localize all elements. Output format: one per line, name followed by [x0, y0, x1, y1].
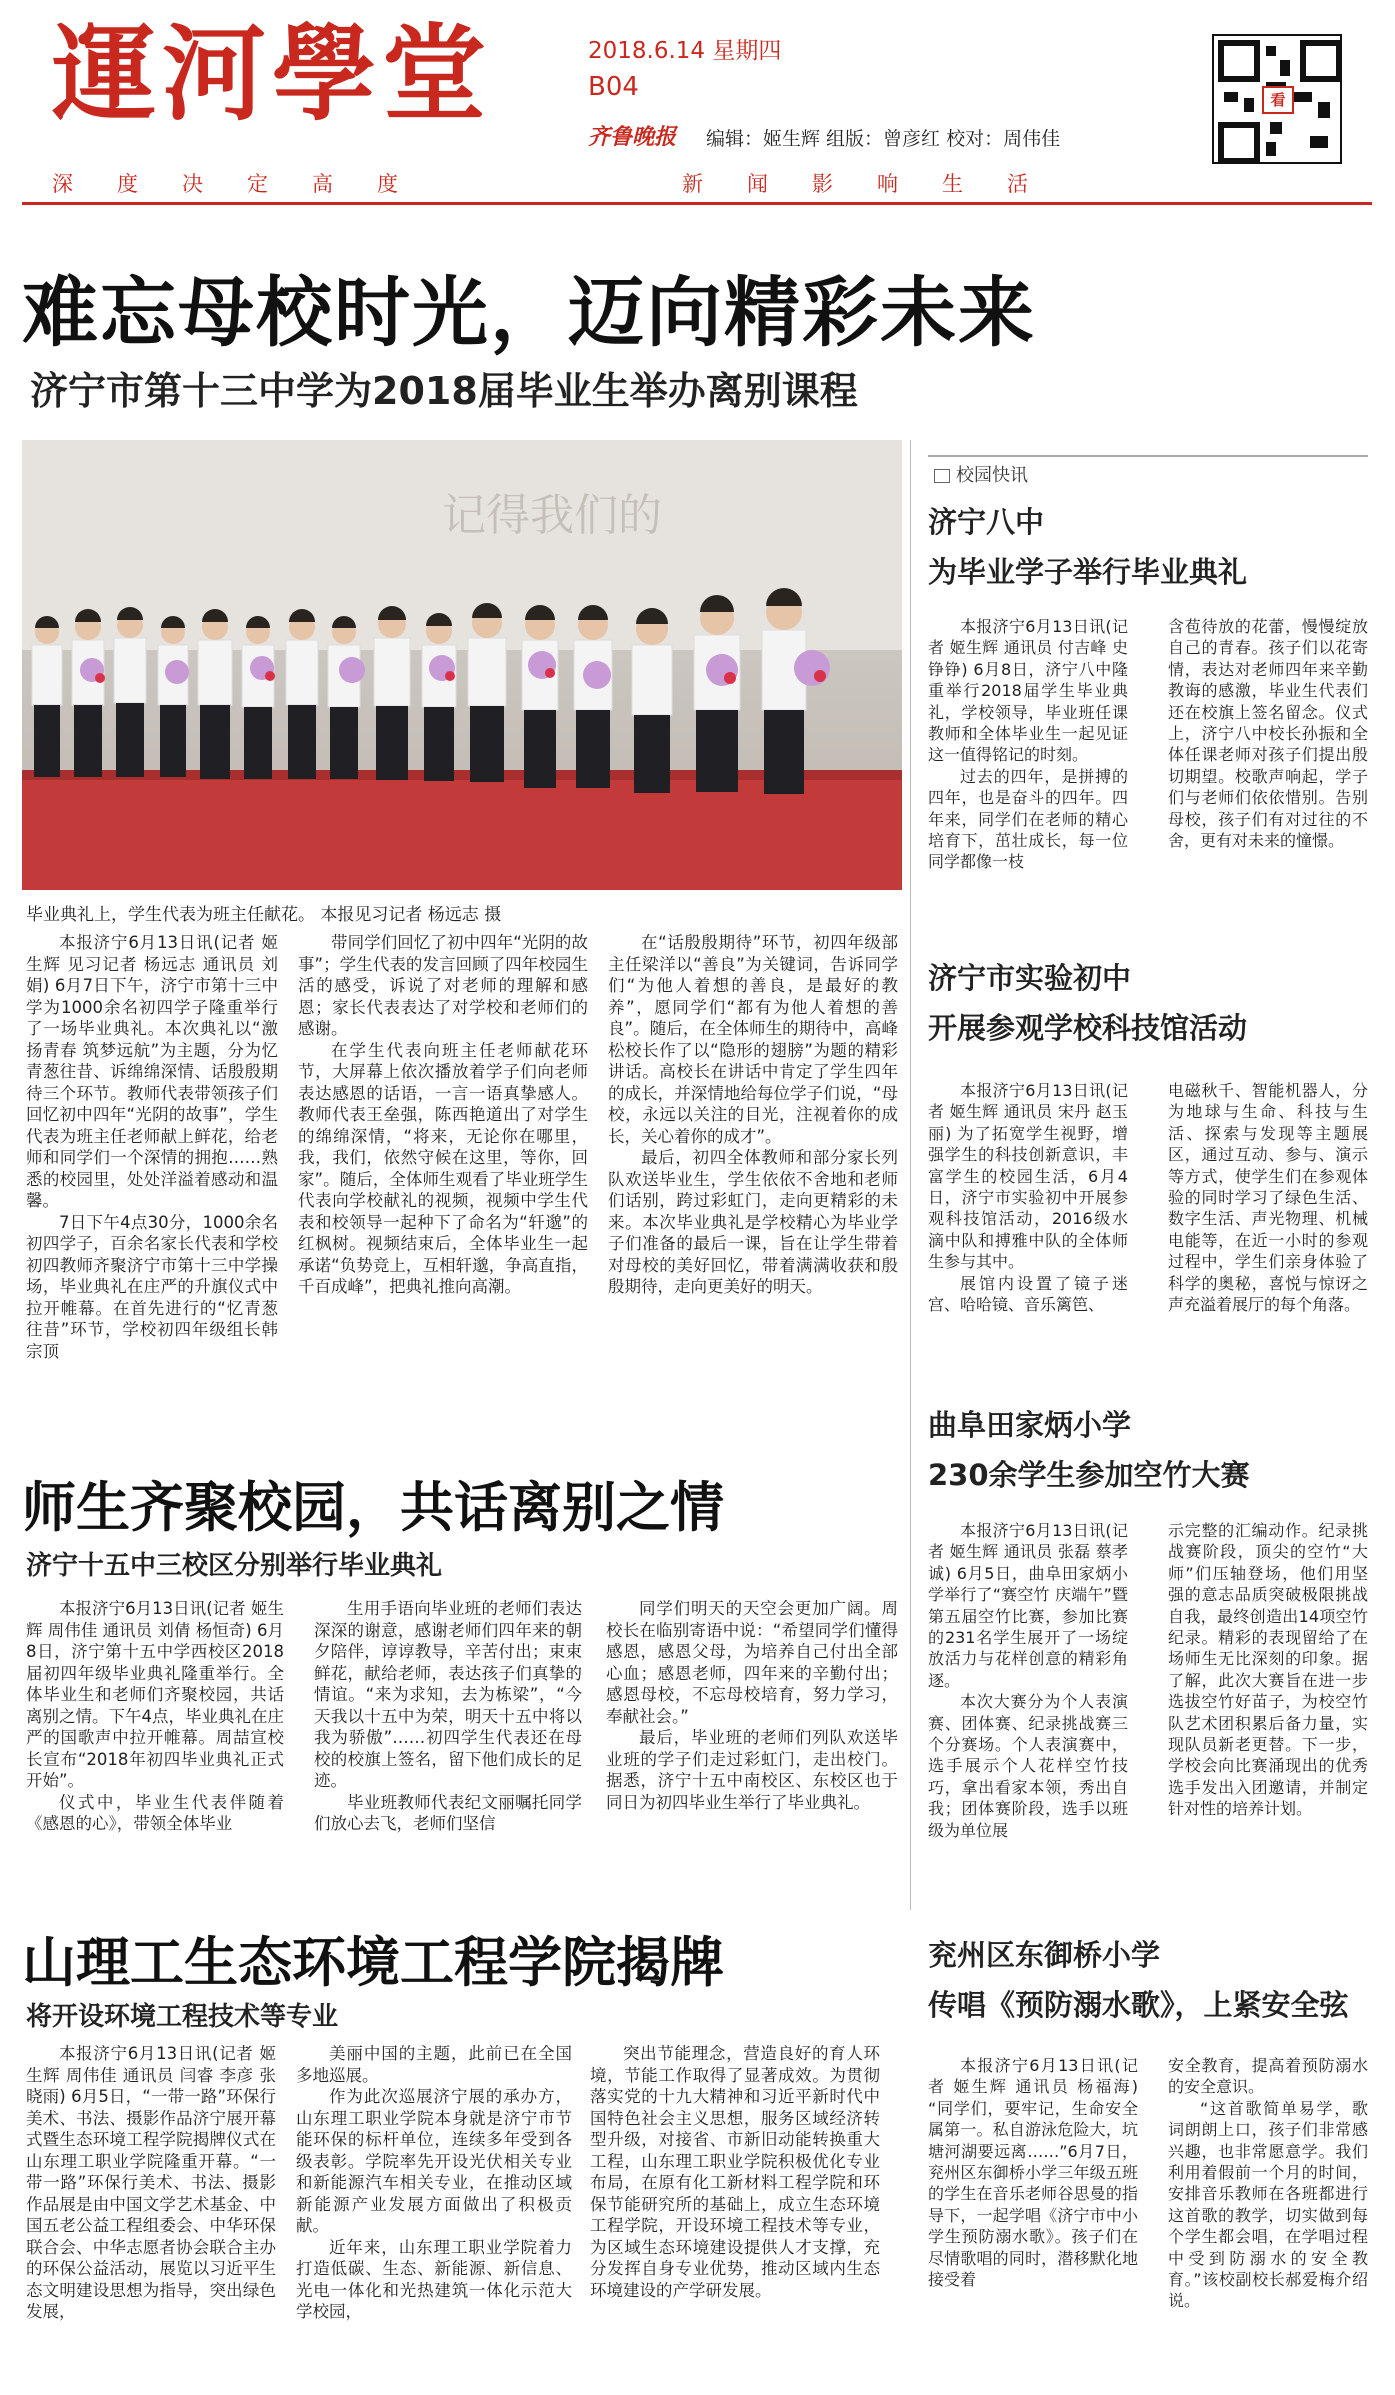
story3-col-1: [26, 2043, 276, 2323]
side4-title-2: 传唱《预防溺水歌》，上紧安全弦: [928, 1988, 1349, 2022]
story3-col-2-para-2: 作为此次巡展济宁展的承办方，山东理工职业学院本身就是济宁市节能环保的标杆单位，连续多年受到各级表彰。学院率先开设光伏相关专业和新能源汽车相关专业，在推动区域新能源产业发展方面做出了积极贡献。: [296, 2087, 572, 2235]
masthead-rule: [22, 202, 1372, 205]
story2-col-1-para-2: 仪式中，毕业生代表伴随着《感恩的心》，带领全体毕业: [26, 1792, 284, 1833]
story2-col-2-para-1: 生用手语向毕业班的老师们表达深深的谢意，感谢老师们四年来的朝夕陪伴，谆谆教导，辛苦付出；束束鲜花，献给老师，表达孩子们真挚的情谊。“来为求知，去为栋梁”，“今天我以十五中为荣，明天十五中将以我为骄傲”……初四学生代表还在母校的校旗上签名，留下他们成长的足迹。: [314, 1599, 582, 1790]
side4-col-b-para-2: “这首歌简单易学，歌词朗朗上口，孩子们非常感兴趣，也非常愿意学。我们利用着假前一个月的时间，安排音乐教师在各班都进行这首歌的教学，切实做到每个学生都会唱，在学唱过程中受到防溺水的安全教育。”该校副校长郝爱梅介绍说。: [1168, 2098, 1368, 2311]
side3-title-2: 230余学生参加空竹大赛: [928, 1458, 1250, 1492]
photo-caption: 毕业典礼上，学生代表为班主任献花。 本报见习记者 杨远志 摄: [26, 905, 502, 925]
side1-col-a: [928, 616, 1128, 873]
masthead-logo: 運河學堂: [52, 12, 493, 135]
side4-col-b-para-1: 安全教育，提高着预防溺水的安全意识。: [1168, 2056, 1368, 2097]
side1-col-a-para-2: 过去的四年，是拼搏的四年，也是奋斗的四年。四年来，同学们在老师的精心培育下，茁壮成长，每一位同学都像一枝: [928, 766, 1128, 872]
side1-col-a-para-1: 本报济宁6月13日讯(记者 姬生辉 通讯员 付吉峰 史铮铮) 6月8日，济宁八中隆重举行2018届学生毕业典礼，学校领导，毕业班任课教师和全体毕业生一起见证这一值得铭记的时刻。: [928, 617, 1128, 765]
side4-col-a: [928, 2055, 1138, 2290]
story2-subhead: 济宁十五中三校区分别举行毕业典礼: [26, 1551, 443, 1581]
editors-line: 编辑：姬生辉 组版：曾彦红 校对：周伟佳: [706, 128, 1061, 150]
paper-name: 齐鲁晚报: [588, 124, 677, 150]
story2-col-3: [606, 1598, 898, 1813]
lead-col-3: [608, 932, 898, 1298]
side2-col-a-para-2: 展馆内设置了镜子迷宫、哈哈镜、音乐篱笆、: [928, 1273, 1128, 1315]
story3-col-3-para-1: 突出节能理念，营造良好的育人环境，节能工作取得了显著成效。为贯彻落实党的十九大精神和习近平新时代中国特色社会主义思想，服务区域经济转型升级，对接省、市新旧动能转换重大工程，山东理工职业学院积极优化专业布局，在原有化工新材料工程学院和环保节能研究所的基础上，成立生态环境工程学院，开设环境工程技术等专业，为区域生态环境建设提供人才支撑，充分发挥自身专业优势，推动区域内生态环境建设的产学研发展。: [590, 2044, 880, 2300]
story3-col-2-para-3: 近年来，山东理工职业学院着力打造低碳、生态、新能源、新信息、光电一体化和光热建筑一体化示范大学校园，: [296, 2237, 572, 2321]
lead-col-3-para-2: 最后，初四全体教师和部分家长列队欢送毕业生，学生依依不舍地和老师们话别，跨过彩虹门，走向更精彩的未来。本次毕业典礼是学校精心为毕业学子们准备的最后一课，旨在让学生带着对母校的美好回忆，带着满满收获和殷殷期待，走向更美好的明天。: [608, 1148, 898, 1296]
lead-col-2-para-1: 带同学们回忆了初中四年“光阴的故事”；学生代表的发言回顾了四年校园生活的感受，诉说了对老师的理解和感恩；家长代表表达了对学校和老师们的感谢。: [298, 933, 588, 1038]
slogan: [52, 168, 1072, 198]
side2-col-b: [1168, 1080, 1368, 1315]
lead-col-3-para-1: 在“话殷殷期待”环节，初四年级部主任梁洋以“善良”为关键词，告诉同学们“为他人着想的善良，是最好的教养”，愿同学们“都有为他人着想的善良”。随后，在全体师生的期待中，高峰松校长作了以“隐形的翅膀”为题的精彩讲话。高校长在讲话中肯定了学生四年的成长，并深情地给每位学子们说，“母校，永远以关注的目光，注视着你的成长，关心着你的成才”。: [608, 933, 898, 1146]
story2-col-2: [314, 1598, 582, 1835]
side3-title-1: 曲阜田家炳小学: [928, 1408, 1132, 1442]
side3-col-a: [928, 1520, 1128, 1841]
issue-date: 2018.6.14 星期四: [588, 38, 782, 64]
photo-banner-text: 记得我们的: [442, 490, 662, 541]
story2-col-3-para-1: 同学们明天的天空会更加广阔。周校长在临别寄语中说：“希望同学们懂得感恩，感恩父母，为培养自己付出全部心血；感恩老师，四年来的辛勤付出；感恩母校，不忘母校培育，努力学习，奉献社会。”: [606, 1599, 898, 1726]
sidebar-tag: [928, 455, 1368, 486]
story2-col-1: [26, 1598, 284, 1835]
lead-subhead: 济宁市第十三中学为2018届毕业生举办离别课程: [30, 369, 858, 413]
slogan-right: 新闻影响生活: [682, 172, 1072, 196]
lead-headline: 难忘母校时光，迈向精彩未来: [22, 268, 1036, 357]
story3-subhead: 将开设环境工程技术等专业: [26, 2002, 339, 2032]
story3-col-2-para-1: 美丽中国的主题，此前已在全国多地巡展。: [296, 2044, 572, 2085]
side1-title-2: 为毕业学子举行毕业典礼: [928, 555, 1248, 589]
story3-col-1-para-1: 本报济宁6月13日讯(记者 姬生辉 周伟佳 通讯员 闫睿 李彦 张晓雨) 6月5日，“一带一路”环保行美术、书法、摄影作品济宁展开幕式暨生态环境工程学院揭牌仪式在山东理工职业学院隆重开幕。“一带一路”环保行美术、书法、摄影作品展是由中国文学艺术基金、中国五老公益工程组委会、中华环保联合会、中华志愿者协会联合主办的环保公益活动，展览以习近平生态文明建设思想为指导，突出绿色发展，: [26, 2044, 276, 2321]
graduation-photo-illustration: [22, 440, 902, 890]
lead-col-1: [26, 932, 278, 1362]
story3-headline: 山理工生态环境工程学院揭牌: [22, 1931, 724, 1994]
side4-title-1: 兖州区东御桥小学: [928, 1938, 1161, 1972]
qr-center-label: 看: [1262, 86, 1294, 114]
story3-col-2: [296, 2043, 572, 2323]
side3-col-a-para-1: 本报济宁6月13日讯(记者 姬生辉 通讯员 张磊 蔡孝诚) 6月5日，曲阜田家炳小学举行了“赛空竹 庆端午”暨第五届空竹比赛，参加比赛的231名学生展开了一场绽放活力与花样创意的精彩角逐。: [928, 1521, 1128, 1690]
qr-code-icon: [1212, 34, 1342, 164]
side1-col-b: [1168, 616, 1368, 851]
lead-photo: [22, 440, 902, 890]
story2-col-1-para-1: 本报济宁6月13日讯(记者 姬生辉 周伟佳 通讯员 刘倩 杨恒奇) 6月8日，济宁第十五中学西校区2018届初四年级毕业典礼隆重举行。全体毕业生和老师们齐聚校园，共话离别之情。下午4点，毕业典礼在庄严的国歌声中拉开帷幕。周喆宣校长宣布“2018年初四毕业典礼正式开始”。: [26, 1599, 284, 1790]
story2-headline: 师生齐聚校园，共话离别之情: [22, 1476, 724, 1539]
side1-title-1: 济宁八中: [928, 505, 1045, 539]
story2-col-3-para-2: 最后，毕业班的老师们列队欢送毕业班的学子们走过彩虹门，走出校门。据悉，济宁十五中南校区、东校区也于同日为初四毕业生举行了毕业典礼。: [606, 1728, 898, 1812]
side2-title-2: 开展参观学校科技馆活动: [928, 1011, 1248, 1045]
side3-col-b: [1168, 1520, 1368, 1820]
side1-col-b-para-1: 含苞待放的花蕾，慢慢绽放自己的青春。孩子们以花寄情，表达对老师四年来辛勤教诲的感激，毕业生代表们还在校旗上签名留念。仪式上，济宁八中校长孙振和全体任课老师对孩子们提出殷切期望。校歌声响起，学子们与老师们依依惜别。告别母校，孩子们有对过往的不舍，更有对未来的憧憬。: [1168, 617, 1368, 851]
side2-col-a-para-1: 本报济宁6月13日讯(记者 姬生辉 通讯员 宋丹 赵玉丽) 为了拓宽学生视野，增强学生的科技创新意识，丰富学生的校园生活，6月4日，济宁市实验初中开展参观科技馆活动，2016级水滴中队和搏雅中队的全体师生参与其中。: [928, 1081, 1128, 1272]
lead-col-1-para-2: 7日下午4点30分，1000余名初四学子，百余名家长代表和学校初四教师齐聚济宁市第十三中学操场，毕业典礼在庄严的升旗仪式中拉开帷幕。在首先进行的“忆青葱往昔”环节，学校初四年级组长韩宗顶: [26, 1212, 278, 1361]
story2-col-2-para-2: 毕业班教师代表纪文丽嘱托同学们放心去飞，老师们坚信: [314, 1792, 582, 1833]
side2-col-a: [928, 1080, 1128, 1315]
side3-col-a-para-2: 本次大赛分为个人表演赛、团体赛、纪录挑战赛三个分赛场。个人表演赛中，选手展示个人花样空竹技巧，拿出看家本领，秀出自我；团体赛阶段，选手以班级为单位展: [928, 1692, 1128, 1840]
lead-col-2-para-2: 在学生代表向班主任老师献花环节，大屏幕上依次播放着学子们向老师表达感恩的话语，一言一语真挚感人。教师代表王垒强，陈西艳道出了对学生的绵绵深情，“将来，无论你在哪里，我，我们，依然守候在这里，等你，回家”。随后，全体师生观看了毕业班学生代表向学校献礼的视频，视频中学生代表和校领导一起种下了命名为“轩邈”的红枫树。视频结束后，全体毕业生一起承诺“负势竞上，互相轩邈，争高直指，千百成峰”，把典礼推向高潮。: [298, 1040, 588, 1296]
slogan-left: 深度决定高度: [52, 172, 442, 196]
lead-col-1-para-1: 本报济宁6月13日讯(记者 姬生辉 见习记者 杨远志 通讯员 刘娟) 6月7日下午，济宁市第十三中学为1000余名初四学子隆重举行了一场毕业典礼。本次典礼以“激扬青春 筑梦远航”为主题，分为忆青葱往昔、诉绵绵深情、话殷殷期待三个环节。教师代表带领孩子们回忆初中四年“光阴的故事”，学生代表为班主任老师献上鲜花，给老师和同学们一个深情的拥抱……熟悉的校园里，处处洋溢着感动和温馨。: [26, 933, 278, 1210]
side2-title-1: 济宁市实验初中: [928, 961, 1132, 995]
side4-col-b: [1168, 2055, 1368, 2312]
lead-col-2: [298, 932, 588, 1298]
side3-col-b-para-1: 示完整的汇编动作。纪录挑战赛阶段，顶尖的空竹“大师”们压轴登场，他们用坚强的意志品质突破极限挑战自我，最终创造出14项空竹纪录。精彩的表现留给了在场师生无比深刻的印象。据了解，此次大赛旨在进一步选拔空竹好苗子，为校空竹队艺术团积累后备力量，实现队员新老更替。下一步，学校会向比赛涌现出的优秀选手发出入团邀请，并制定针对性的培养计划。: [1168, 1521, 1368, 1819]
sidebar-divider: [910, 440, 911, 1910]
side2-col-b-para-1: 电磁秋千、智能机器人，分为地球与生命、科技与生活、探索与发现等主题展区，通过互动、参与、演示等方式，使学生们在参观体验的同时学习了绿色生活、数字生活、声光物理、机械电能等，在近一小时的参观过程中，学生们亲身体验了科学的奥秘，喜悦与惊讶之声充溢着展厅的每个角落。: [1168, 1081, 1368, 1315]
story3-col-3: [590, 2043, 880, 2301]
side4-col-a-para-1: 本报济宁6月13日讯(记者 姬生辉 通讯员 杨福海) “同学们，要牢记，生命安全属第一。私自游泳危险大，坑塘河湖要远离……”6月7日，兖州区东御桥小学三年级五班的学生在音乐老师谷思曼的指导下，一起学唱《济宁市中小学生预防溺水歌》。孩子们在尽情歌唱的同时，潜移默化地接受着: [928, 2056, 1138, 2290]
sidebar-tag-label: 校园快讯: [956, 465, 1028, 486]
page-number: B04: [588, 72, 639, 102]
news-flash-icon: [934, 469, 950, 483]
